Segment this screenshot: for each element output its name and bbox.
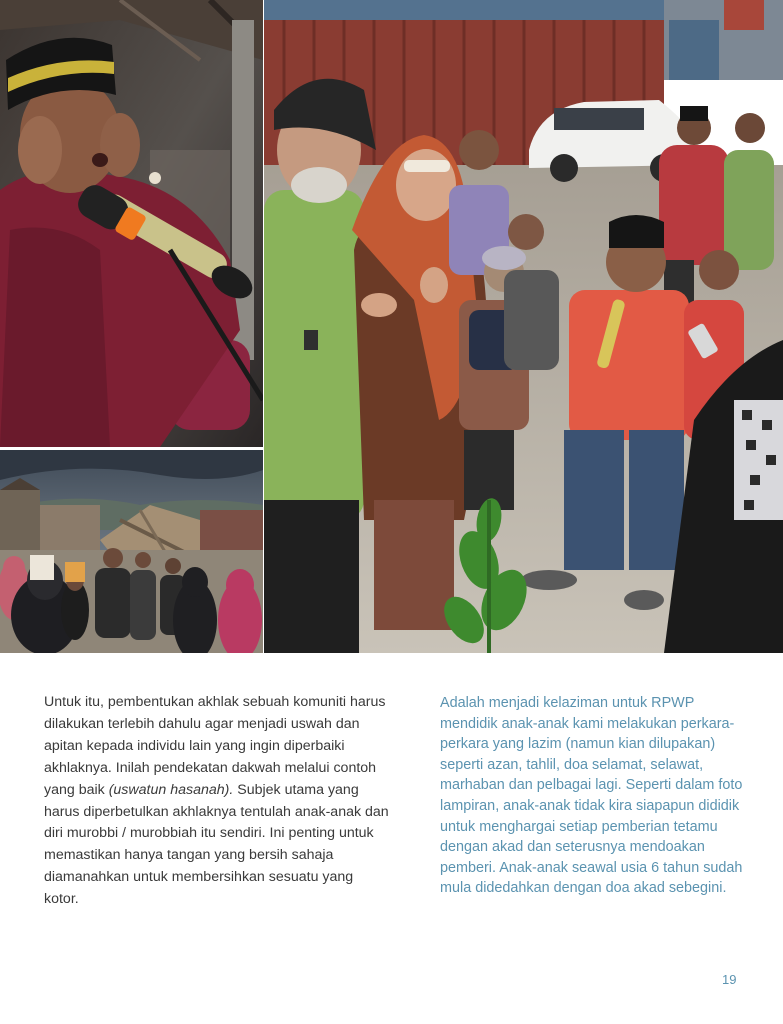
right-paragraph-text: Adalah menjadi kelaziman untuk RPWP mendidik anak-anak kami melakukan perkara-perkara yang lazim (namun kian dilupakan) seperti azan, tahlil, doa selamat, selawat, marhaban dan pelbagai lagi. Seperti dalam foto lampiran, anak-anak tidak kira siapapun dididik untuk menghargai setiap pemberian tetamu dengan akad dan seterusnya mendoakan pemberi. Anak-anak seawal usia 6 tahun sudah mula didedahkan dengan doa akad sebegini. bbox=[440, 695, 743, 897]
left-paragraph-text-2: Subjek utama yang harus diperbetulkan akhlaknya tentulah anak-anak dan diri murobbi / murobbiah itu sendiri. Ini penting untuk memastikan hanya tangan yang bersih sahaja diamanahkan untuk membersihkan sesuatu yang kotor. bbox=[44, 781, 389, 908]
left-paragraph bbox=[44, 692, 389, 911]
boy-reciting-azan-photo bbox=[0, 0, 263, 447]
left-paragraph-emphasis: (uswatun hasanah). bbox=[108, 781, 234, 798]
community-prayer-at-damaged-houses-photo bbox=[0, 450, 263, 653]
left-paragraph-text-1: Untuk itu, pembentukan akhlak sebuah komuniti harus dilakukan terlebih dahulu agar menjadi uswah dan apitan kepada individu lain yang ingin diperbaiki akhlaknya. Inilah pendekatan dakwah melalui contoh yang baik bbox=[44, 694, 386, 798]
page-number: 19 bbox=[722, 972, 737, 987]
right-paragraph bbox=[440, 693, 750, 899]
children-praying-with-elders-photo bbox=[264, 0, 783, 653]
